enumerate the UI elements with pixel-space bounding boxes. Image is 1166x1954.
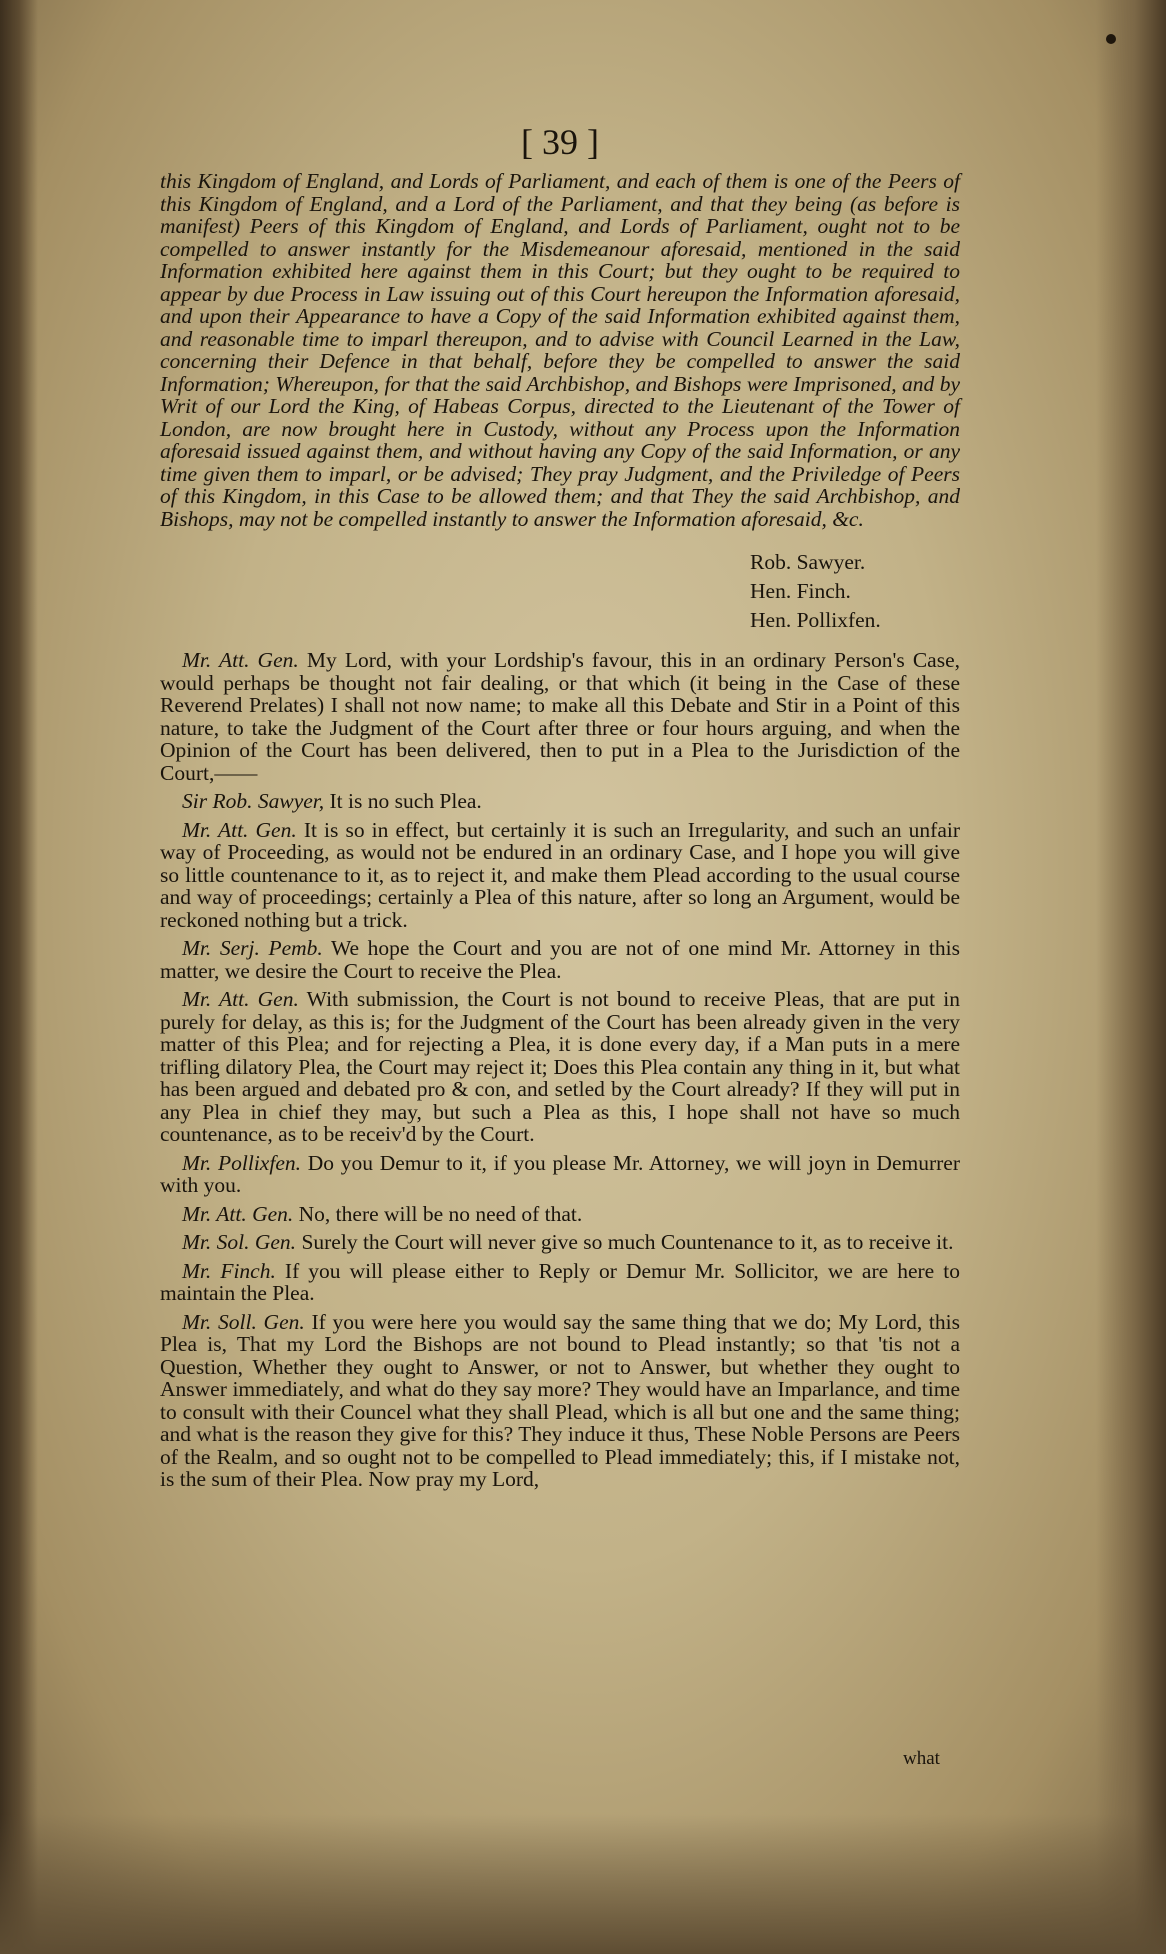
speaker-name: Mr. Serj. Pemb.: [182, 936, 323, 960]
speaker-name: Mr. Pollixfen.: [182, 1150, 301, 1175]
speech: [160, 1203, 960, 1226]
page-number: [ 39 ]: [521, 122, 599, 162]
speech-text: No, there will be no need of that.: [298, 1201, 583, 1226]
speech: [160, 988, 960, 1146]
speech-text: If you were here you would say the same thing that we do; My Lord, this Plea is, That my Lord the Bishops are not bound to Plead instantly; so that 'tis not a Question, Whether they ought to Answer, or not to Answer, but whether they ought to Answer immediately, and what do they say more? They would have an Imparlance, and time to consult with their Councel what they shall Plead, which is all but one and the same thing; and what is the reason they give for this? They induce it thus, These Noble Persons are Peers of the Realm, and so ought not to be compelled to Plead immediately; this, if I mistake not, is the sum of their Plea. Now pray my Lord,: [160, 1309, 960, 1491]
speaker-name: Sir Rob. Sawyer,: [182, 789, 325, 813]
signature: Hen. Finch.: [750, 579, 851, 603]
plea-paragraph: this Kingdom of England, and Lords of Parliament, and each of them is one of the Peers of this Kingdom of England, and a Lord of the Parliament, and that they being (as before is manifest) Peers of this Kingdom of England, and Lords of Parliament, ought not to be compelled to answer instantly for the Misdemeanour aforesaid, mentioned in the said Information exhibited here against them in this Court; but they ought to be required to appear by due Process in Law issuing out of this Court hereupon the Information aforesaid, and upon their Appearance to have a Copy of the said Information exhibited against them, and reasonable time to imparl thereupon, and to advise with Council Learned in the Law, concerning their Defence in that behalf, before they be compelled to answer the said Information; Whereupon, for that the said Archbishop, and Bishops were Imprisoned, and by Writ of our Lord the King, of Habeas Corpus, directed to the Lieutenant of the Tower of London, are now brought here in Custody, without any Process upon the Information aforesaid issued against them, and without having any Copy of the said Information, or any time given them to imparl, or be advised; They pray Judgment, and the Priviledge of Peers of this Kingdom, in this Case to be allowed them; and that They the said Archbishop, and Bishops, may not be compelled instantly to answer the Information aforesaid, &c.: [160, 169, 960, 531]
speech-text: We hope the Court and you are not of one mind Mr. Attorney in this matter, we desire the Court to receive the Plea.: [160, 936, 960, 983]
speaker-name: Mr. Att. Gen.: [182, 987, 299, 1011]
speech: [160, 1231, 960, 1254]
speech: [160, 649, 960, 784]
speaker-name: Mr. Att. Gen.: [182, 817, 297, 842]
speaker-name: Mr. Finch.: [182, 1258, 276, 1283]
binding-hole: [1106, 34, 1116, 44]
speaker-name: Mr. Att. Gen.: [182, 1201, 294, 1226]
speech: [160, 819, 960, 932]
page-edge-right: [1096, 0, 1166, 1954]
speech-text: Do you Demur to it, if you please Mr. Attorney, we will joyn in Demurrer with you.: [160, 1150, 960, 1197]
speech-text: It is so in effect, but certainly it is such an Irregularity, and such an unfair way of Proceeding, as would not be endured in an ordinary Case, and I hope you will give so little countenance to it, as to reject it, and make them Plead according to the usual course and way of proceedings; certainly a Plea of this nature, after so long an Argument, would be reckoned nothing but a trick.: [160, 817, 960, 932]
speech-text: Surely the Court will never give so much Countenance to it, as to receive it.: [301, 1230, 954, 1254]
speech-text: It is no such Plea.: [329, 789, 482, 813]
speech: [160, 1311, 960, 1491]
page-edge-bottom: [0, 1814, 1166, 1954]
speech: [160, 790, 960, 813]
speech-text: My Lord, with your Lordship's favour, this in an ordinary Person's Case, would perhaps be thought not fair dealing, or that which (it being in the Case of these Reverend Prelates) I shall not now name; to make all this Debate and Stir in a Point of this nature, to take the Judgment of the Court after three or four hours arguing, and when the Opinion of the Court has been delivered, then to put in a Plea to the Jurisdiction of the Court,——: [160, 648, 961, 785]
page-edge-left: [0, 0, 38, 1954]
signature: Hen. Pollixfen.: [750, 608, 881, 632]
speech: [160, 937, 960, 982]
dialogue: [160, 649, 960, 1491]
speech-text: With submission, the Court is not bound to receive Pleas, that are put in purely for delay, as this is; for the Judgment of the Court has been already given in the very matter of this Plea; and for rejecting a Plea, it is done every day, if a Man puts in a mere trifling dilatory Plea, the Court may reject it; Does this Plea contain any thing in it, but what has been argued and debated pro & con, and setled by the Court already? If they will put in any Plea in chief they may, but such a Plea as this, I hope shall not have so much countenance, as to be receiv'd by the Court.: [160, 987, 961, 1146]
speech: [160, 1152, 960, 1197]
speaker-name: Mr. Soll. Gen.: [182, 1309, 305, 1334]
speech-text: If you will please either to Reply or Demur Mr. Sollicitor, we are here to maintain the Plea.: [160, 1258, 960, 1305]
page-text: [160, 120, 960, 1491]
signature-block: [750, 548, 960, 635]
speech: [160, 1260, 960, 1305]
speaker-name: Mr. Sol. Gen.: [182, 1230, 297, 1254]
catchword: what: [903, 1748, 940, 1769]
signature: Rob. Sawyer.: [750, 550, 866, 574]
speaker-name: Mr. Att. Gen.: [182, 648, 299, 672]
